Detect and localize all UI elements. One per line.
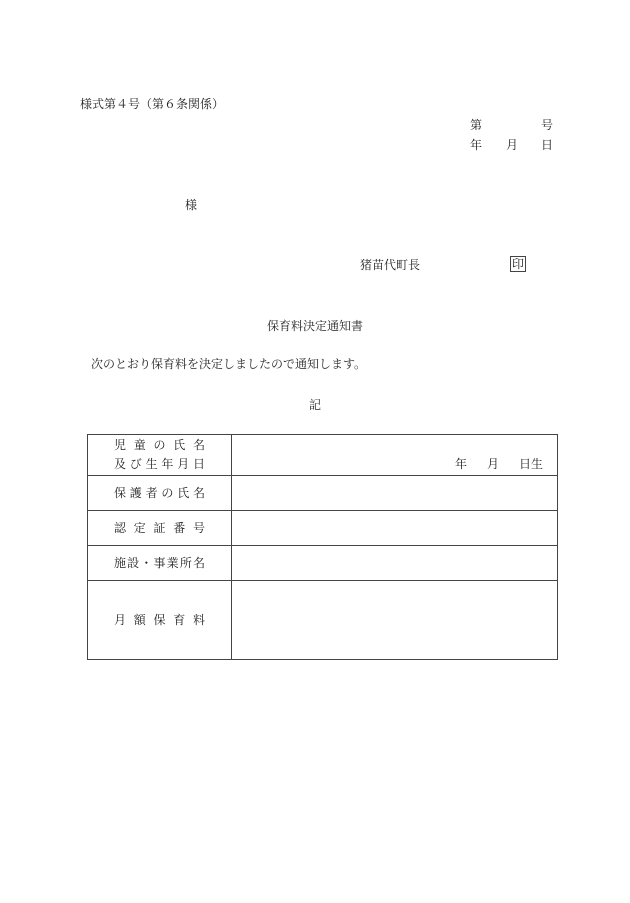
table-row-fee — [88, 581, 558, 660]
ki-heading: 記 — [308, 398, 321, 412]
seal-mark: 印 — [512, 257, 525, 271]
birth-year: 年 — [454, 457, 467, 471]
table-row-child — [88, 435, 558, 476]
body-text: 次のとおり保育料を決定しましたので通知します。 — [91, 357, 367, 371]
guardian-label: 保護者の氏名 — [114, 485, 205, 500]
fee-value[interactable] — [232, 581, 558, 660]
date-month: 月 — [506, 138, 519, 152]
date-year: 年 — [470, 138, 483, 152]
guardian-value[interactable] — [232, 476, 558, 511]
child-value[interactable] — [232, 435, 558, 476]
document-title: 保育料決定通知書 — [266, 319, 363, 333]
birth-date — [435, 455, 543, 472]
table-row-guardian — [88, 476, 558, 511]
facility-label: 施設・事業所名 — [114, 555, 205, 570]
cert-value[interactable] — [232, 511, 558, 546]
issuer: 猪苗代町長 — [360, 258, 421, 272]
fee-table — [87, 434, 558, 660]
birth-month: 月 — [486, 457, 499, 471]
facility-value[interactable] — [232, 546, 558, 581]
cert-label: 認定証番号 — [114, 520, 205, 535]
date-day: 日 — [541, 138, 554, 152]
addressee-suffix: 様 — [185, 198, 198, 212]
table-row-cert — [88, 511, 558, 546]
doc-number-prefix: 第 — [470, 118, 483, 132]
child-label-2: 及び生年月日 — [114, 457, 205, 471]
fee-label: 月額保育料 — [114, 612, 205, 627]
child-label-1: 児童の氏名 — [114, 438, 205, 452]
birth-day: 日生 — [518, 457, 543, 471]
table-row-facility — [88, 546, 558, 581]
doc-number-suffix: 号 — [541, 118, 554, 132]
form-number: 様式第４号（第６条関係） — [80, 97, 225, 111]
